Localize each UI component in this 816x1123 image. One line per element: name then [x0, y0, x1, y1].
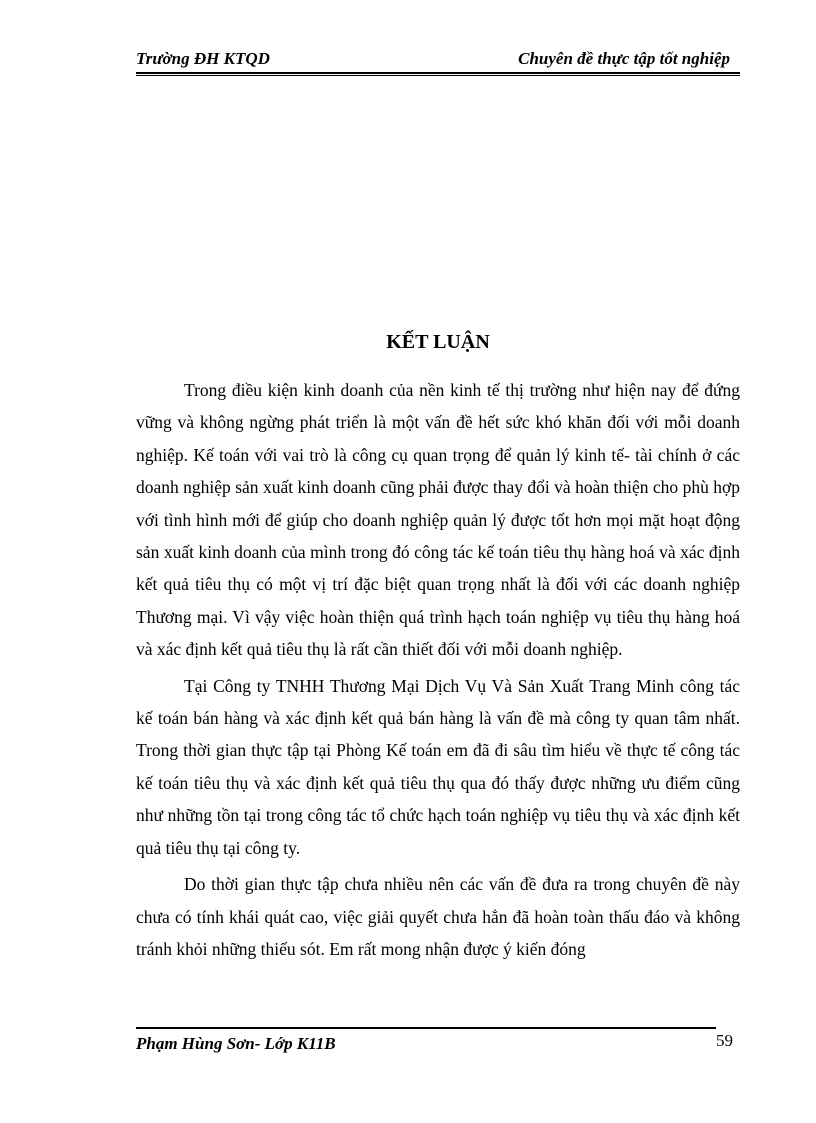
header-subject: Chuyên đề thực tập tốt nghiệp — [518, 49, 730, 68]
page-title: KẾT LUẬN — [386, 331, 490, 353]
paragraph: Trong điều kiện kinh doanh của nền kinh tế thị trường như hiện nay để đứng vững và không ngừng phát triển là một vấn đề hết sức khó khăn đối với mỗi doanh nghiệp. Kế toán với vai trò là công cụ quan trọng để quản lý kinh tế- tài chính ở các doanh nghiệp sản xuất kinh doanh cũng phải được thay đổi và hoàn thiện cho phù hợp với tình hình mới để giúp cho doanh nghiệp quản lý được tốt hơn mọi mặt hoạt động sản xuất kinh doanh của mình trong đó công tác kế toán tiêu thụ hàng hoá và xác định kết quả tiêu thụ có một vị trí đặc biệt quan trọng nhất là đối với các doanh nghiệp Thương mại. Vì vậy việc hoàn thiện quá trình hạch toán nghiệp vụ tiêu thụ hàng hoá và xác định kết quả tiêu thụ là rất cần thiết đối với mỗi doanh nghiệp. — [136, 380, 740, 660]
page-number: 59 — [716, 1031, 733, 1050]
header-school: Trường ĐH KTQD — [136, 49, 270, 68]
footer-author: Phạm Hùng Sơn- Lớp K11B — [136, 1034, 336, 1053]
header-rule — [136, 72, 740, 74]
body-text — [136, 374, 740, 969]
paragraph: Do thời gian thực tập chưa nhiều nên các vấn đề đưa ra trong chuyên đề này chưa có tính khái quát cao, việc giải quyết chưa hẳn đã hoàn toàn thấu đáo và không tránh khỏi những thiếu sót. Em rất mong nhận được ý kiến đóng — [136, 874, 740, 959]
header-rule-thin — [136, 75, 740, 76]
footer-rule — [136, 1027, 716, 1029]
page-header — [136, 48, 740, 72]
paragraph: Tại Công ty TNHH Thương Mại Dịch Vụ Và Sản Xuất Trang Minh công tác kế toán bán hàng và xác định kết quả bán hàng là vấn đề mà công ty quan tâm nhất. Trong thời gian thực tập tại Phòng Kế toán em đã đi sâu tìm hiểu về thực tế công tác kế toán tiêu thụ và xác định kết quả tiêu thụ qua đó thấy được những ưu điểm cũng như những tồn tại trong công tác tổ chức hạch toán nghiệp vụ tiêu thụ và xác định kết quả tiêu thụ tại công ty. — [136, 675, 740, 858]
